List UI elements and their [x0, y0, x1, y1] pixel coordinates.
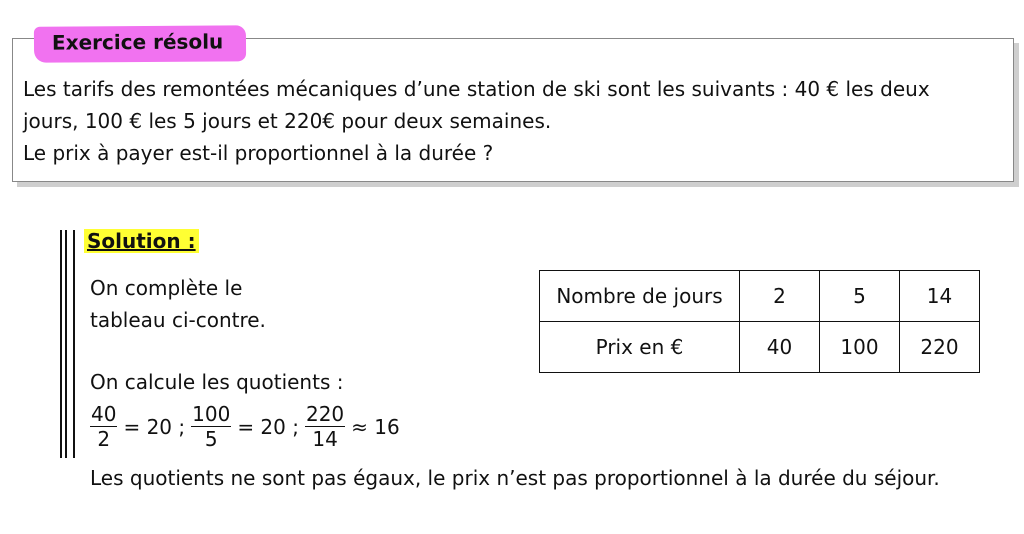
proportionality-table	[539, 270, 980, 373]
solution-intro	[90, 272, 266, 336]
fraction-3-denominator: 14	[312, 427, 338, 451]
fraction-3-numerator: 220	[305, 402, 345, 426]
quotient-1-result: = 20 ;	[123, 414, 186, 439]
fraction-2	[191, 402, 231, 451]
table-cell: 100	[820, 322, 900, 373]
exercise-statement	[23, 73, 1003, 169]
fraction-1-numerator: 40	[91, 402, 117, 426]
table-row-header: Prix en €	[540, 322, 740, 373]
table-cell: 5	[820, 271, 900, 322]
solution-intro-line-1: On complète le	[90, 276, 243, 300]
solution-margin-bars	[60, 230, 67, 458]
fraction-1	[90, 402, 117, 451]
table-cell: 220	[900, 322, 980, 373]
quotient-2-result: = 20 ;	[237, 414, 299, 439]
table-cell: 40	[740, 322, 820, 373]
exercise-line-1: Les tarifs des remontées mécaniques d’une station de ski sont les suivants : 40 € les deux	[23, 77, 930, 101]
exercise-tag-label: Exercice résolu	[51, 29, 224, 55]
table-cell: 2	[740, 271, 820, 322]
fraction-2-denominator: 5	[204, 427, 218, 451]
exercise-line-3: Le prix à payer est-il proportionnel à la durée ?	[23, 141, 494, 165]
fraction-2-numerator: 100	[192, 402, 231, 426]
fraction-3	[305, 402, 345, 451]
exercise-line-2: jours, 100 € les 5 jours et 220€ pour deux semaines.	[23, 109, 552, 133]
table-row-days	[540, 271, 980, 322]
quotients-intro: On calcule les quotients :	[90, 370, 344, 394]
table-row-header: Nombre de jours	[540, 271, 740, 322]
quotient-3-result: ≈ 16	[351, 414, 400, 439]
exercise-tag	[34, 25, 246, 62]
fraction-1-denominator: 2	[97, 427, 111, 451]
solution-margin-bar-inner	[73, 230, 75, 458]
quotients-line	[88, 402, 404, 451]
solution-title: Solution :	[84, 229, 199, 253]
conclusion: Les quotients ne sont pas égaux, le prix n’est pas proportionnel à la durée du séjour.	[90, 466, 940, 490]
table-cell: 14	[900, 271, 980, 322]
solution-intro-line-2: tableau ci-contre.	[90, 308, 266, 332]
table-row-price	[540, 322, 980, 373]
